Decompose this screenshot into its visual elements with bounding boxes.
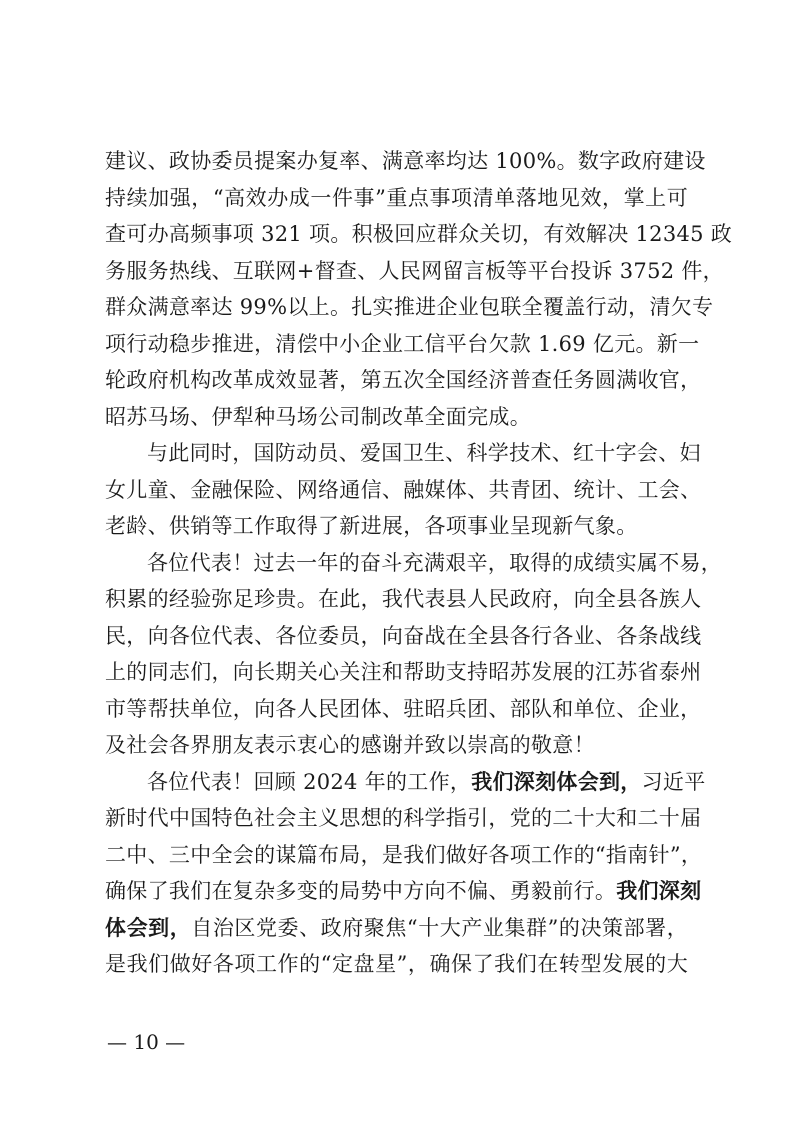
bold-text-run: 我们深刻体会到， (471, 768, 642, 794)
text-run: 自治区党委、政府聚焦“十大产业集群”的决策部署， (191, 915, 689, 940)
text-line: 民，向各位代表、各位委员，向奋战在全县各行各业、各条战线 (105, 623, 702, 648)
text-line: 市等帮扶单位，向各人民团体、驻昭兵团、部队和单位、企业， (105, 696, 702, 721)
text-line: 持续加强，“高效办成一件事”重点事项清单落地见效，掌上可 (105, 185, 688, 210)
text-line: 务服务热线、互联网+督查、人民网留言板等平台投诉 3752 件， (105, 258, 724, 283)
text-line: 昭苏马场、伊犁种马场公司制改革全面完成。 (105, 404, 531, 429)
text-line: 与此同时，国防动员、爱国卫生、科学技术、红十字会、妇 (147, 441, 701, 465)
text-line: 群众满意率达 99%以上。扎实推进企业包联全覆盖行动，清欠专 (105, 295, 714, 319)
text-line: 轮政府机构改革成效显著，第五次全国经济普查任务圆满收官， (105, 368, 702, 392)
text-line: 女儿童、金融保险、网络通信、融媒体、共青团、统计、工会、 (105, 477, 702, 502)
text-line (105, 873, 702, 910)
text-line: 上的同志们，向长期关心关注和帮助支持昭苏发展的江苏省泰州 (105, 660, 702, 684)
text-line: 新时代中国特色社会主义思想的科学指引，党的二十大和二十届 (105, 806, 702, 830)
page-number: — 10 — (107, 1030, 186, 1054)
text-run: 各位代表！回顾 2024 年的工作， (147, 769, 472, 794)
text-line: 建议、政协委员提案办复率、满意率均达 100%。数字政府建设 (105, 149, 706, 173)
text-line: 查可办高频事项 321 项。积极回应群众关切，有效解决 12345 政 (105, 222, 733, 246)
bold-text-run: 体会到， (105, 914, 192, 940)
text-line: 各位代表！过去一年的奋斗充满艰辛，取得的成绩实属不易， (147, 550, 723, 575)
bold-text-run: 我们深刻 (616, 878, 702, 903)
text-line (105, 910, 688, 947)
body-text (105, 143, 733, 983)
text-line: 及社会各界朋友表示衷心的感谢并致以崇高的敬意！ (105, 733, 595, 757)
text-line: 老龄、供销等工作取得了新进展，各项事业呈现新气象。 (105, 514, 638, 538)
text-line (105, 764, 706, 801)
text-line: 项行动稳步推进，清偿中小企业工信平台欠款 1.69 亿元。新一 (105, 331, 700, 356)
text-line: 二中、三中全会的谋篇布局，是我们做好各项工作的“指南针”， (105, 842, 703, 867)
text-run: 确保了我们在复杂多变的局势中方向不偏、勇毅前行。 (105, 879, 617, 903)
text-run: 习近平 (641, 769, 706, 794)
text-line: 是我们做好各项工作的“定盘星”，确保了我们在转型发展的大 (105, 952, 688, 976)
text-line: 积累的经验弥足珍贵。在此，我代表县人民政府，向全县各族人 (105, 587, 702, 611)
